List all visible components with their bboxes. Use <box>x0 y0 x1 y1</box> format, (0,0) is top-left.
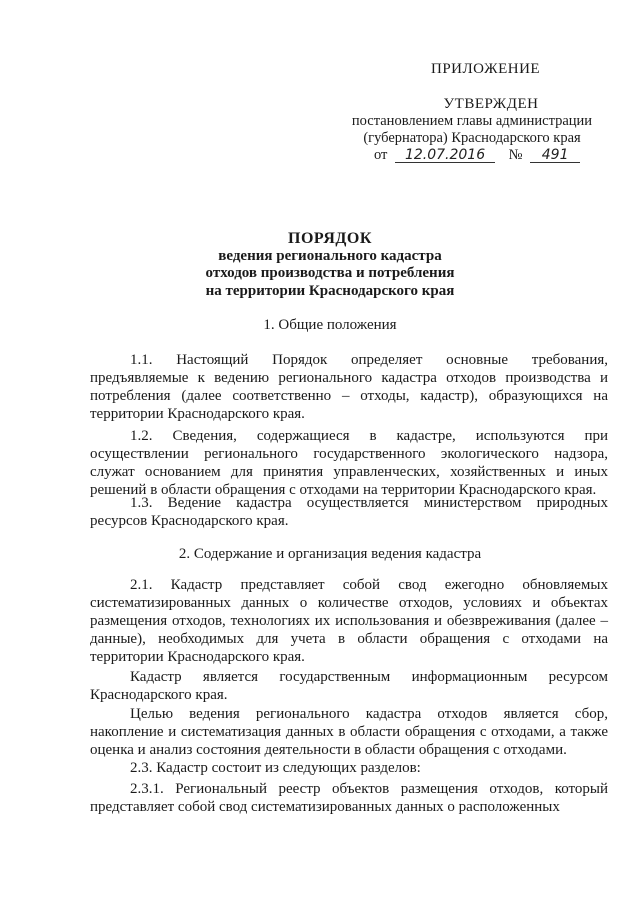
title-line-3: на территории Краснодарского края <box>205 282 455 299</box>
paragraph-2-1b: Кадастр является государственным информационным ресурсом Краснодарского края. <box>90 669 608 703</box>
date-prefix: от <box>374 147 388 163</box>
paragraph-1-3: 1.3. Ведение кадастра осуществляется министерством природных ресурсов Краснодарского края. <box>90 495 608 529</box>
paragraph-2-1: 2.1. Кадастр представляет собой свод ежегодно обновляемых систематизированных данных о количестве отходов, условиях и объектах размещения отходов, технологиях их использования и обезвреживания (далее – данные), необходимых для учета в области обращения с отходами на территории Краснодарского края. <box>90 577 608 665</box>
number-prefix: № <box>508 147 523 163</box>
section-heading-2: 2. Содержание и организация ведения кадастра <box>178 546 482 562</box>
appendix-label: ПРИЛОЖЕНИЕ <box>431 61 541 77</box>
paragraph-1-1: 1.1. Настоящий Порядок определяет основные требования, предъявляемые к ведению регионального кадастра отходов производства и потребления (далее соответственно – отходы, кадастр), образующихся на территории Краснодарского края. <box>90 352 608 422</box>
approval-block <box>330 96 614 164</box>
approved-by-line-2: (губернатора) Краснодарского края <box>363 130 581 146</box>
approved-by-line-1: постановлением главы администрации <box>351 113 593 129</box>
title-line-2: отходов производства и потребления <box>205 265 455 281</box>
paragraph-2-3: 2.3. Кадастр состоит из следующих разделов: <box>130 760 421 776</box>
paragraph-1-2: 1.2. Сведения, содержащиеся в кадастре, используются при осуществлении регионального государственного экологического надзора, служат основанием для принятия управленческих, хозяйственных и иных решений в области обращения с отходами на территории Краснодарского края. <box>90 428 608 498</box>
paragraph-2-1c: Целью ведения регионального кадастра отходов является сбор, накопление и систематизация данных в области обращения с отходами, а также оценка и анализ состояния деятельности в области обращения с отходами. <box>90 706 608 758</box>
handwritten-date: 12.07.2016 <box>395 148 495 163</box>
handwritten-number: 491 <box>530 148 580 163</box>
title-line-1: ведения регионального кадастра <box>218 247 442 264</box>
date-number-line <box>330 147 614 164</box>
approved-label: УТВЕРЖДЕН <box>443 96 539 112</box>
document-title <box>80 230 580 300</box>
title-main: ПОРЯДОК <box>288 230 372 247</box>
paragraph-2-3-1: 2.3.1. Региональный реестр объектов размещения отходов, который представляет собой свод систематизированных данных о расположенных <box>90 781 608 815</box>
section-heading-1: 1. Общие положения <box>263 317 397 333</box>
